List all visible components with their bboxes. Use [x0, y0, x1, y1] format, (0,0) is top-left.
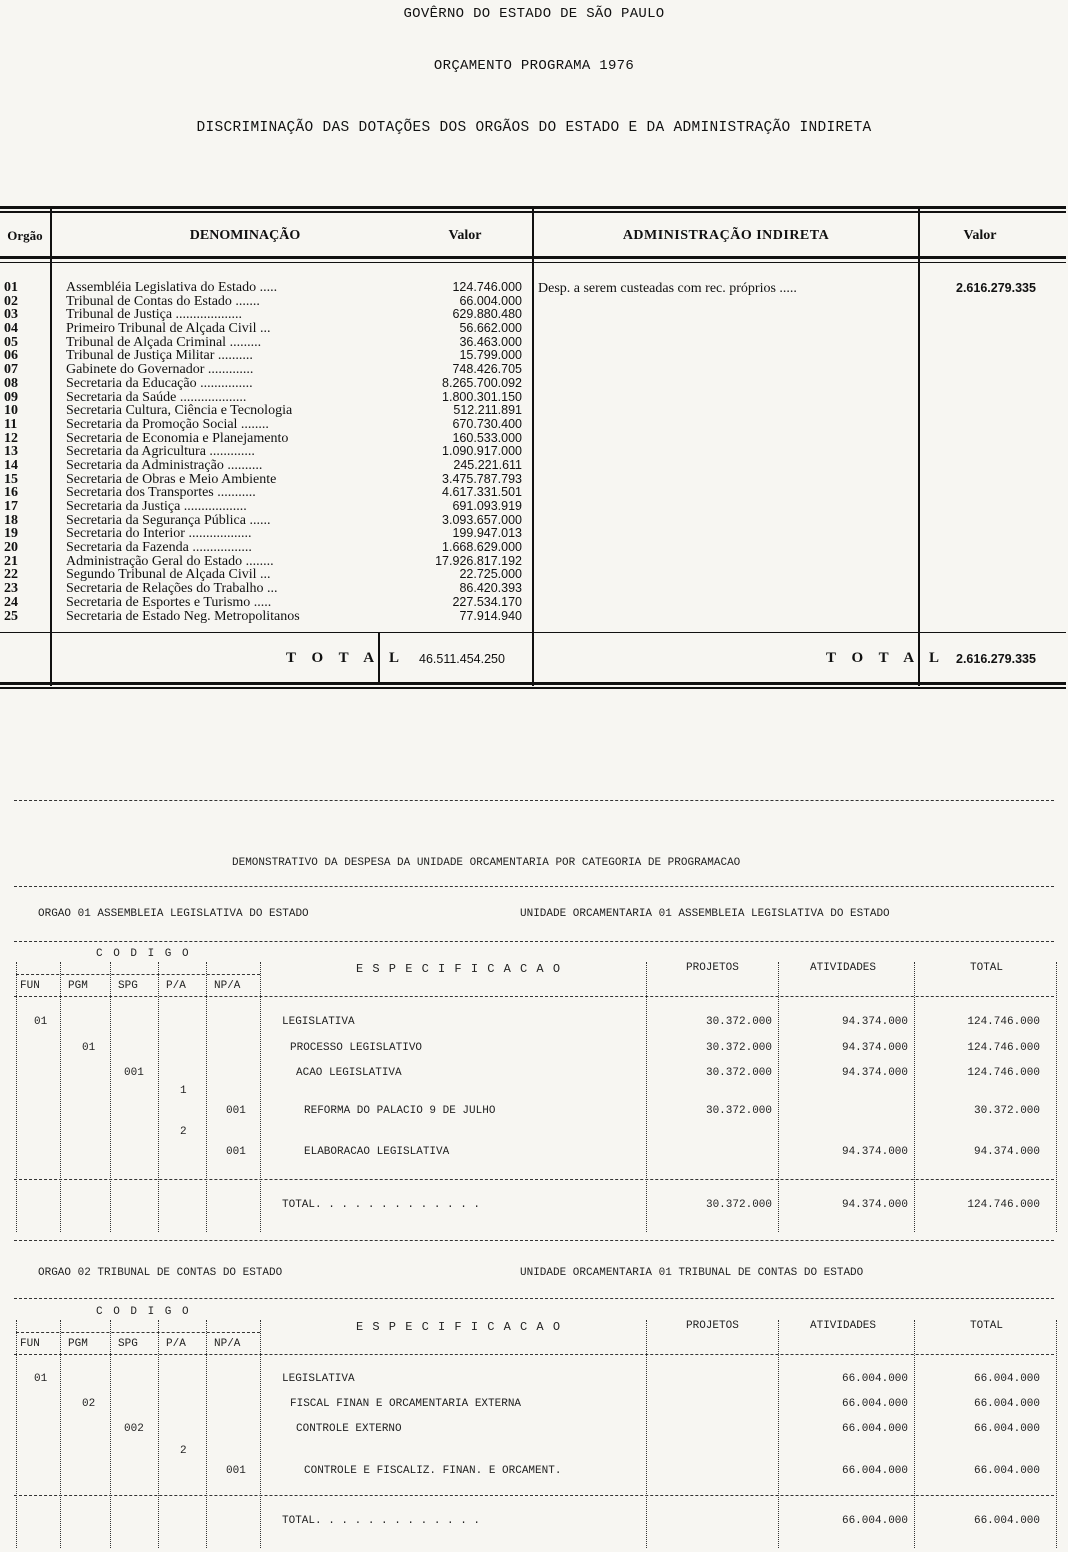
- orgao-name: Secretaria da Educação ...............: [66, 375, 253, 391]
- dashed-rule: [14, 941, 1054, 942]
- atividades-value: 94.374.000: [841, 1042, 908, 1054]
- orgao-value: 36.463.000: [459, 334, 522, 349]
- orgao-code: 21: [4, 553, 18, 569]
- total-value-indireta: 2.616.279.335: [956, 652, 1036, 666]
- orgao-code: 24: [4, 594, 18, 610]
- especificacao-item: PROCESSO LEGISLATIVO: [290, 1042, 423, 1054]
- column-separator: [914, 962, 915, 1232]
- header-orgao: Orgão: [7, 228, 43, 243]
- orgao-name: Tribunal de Justiça Militar ..........: [66, 348, 253, 364]
- header-valor-indireta: Valor: [963, 228, 997, 243]
- total-projetos: 30.372.000: [705, 1199, 772, 1211]
- header-denominacao: DENOMINAÇÃO: [189, 228, 301, 243]
- orgao-code: 15: [4, 471, 18, 487]
- pa-header: P/A: [166, 980, 186, 992]
- orgao-name: Tribunal de Alçada Criminal .........: [66, 334, 262, 350]
- orgao-name: Secretaria da Fazenda .................: [66, 540, 252, 556]
- orgao-value: 691.093.919: [452, 499, 522, 513]
- dashed-rule: [14, 1354, 1054, 1355]
- dashed-rule: [14, 996, 1054, 997]
- orgao-name: Secretaria da Saúde ...................: [66, 389, 247, 405]
- section2-orgao: ORGAO 02 TRIBUNAL DE CONTAS DO ESTADO: [38, 1267, 283, 1279]
- projetos-header: PROJETOS: [686, 1320, 739, 1332]
- orgao-value: 3.093.657.000: [442, 512, 522, 527]
- total-value: 94.374.000: [973, 1146, 1040, 1158]
- column-separator: [110, 1320, 111, 1548]
- orgao-name: Administração Geral do Estado ........: [66, 553, 274, 569]
- orgao-name: Secretaria de Economia e Planejamento: [66, 430, 289, 446]
- orgao-code: 17: [4, 499, 18, 514]
- dashed-rule: [14, 1179, 1054, 1180]
- npa-code: 001: [226, 1465, 246, 1477]
- dashed-rule: [14, 1495, 1054, 1496]
- column-separator: [260, 1320, 261, 1548]
- orgao-value: 22.725.000: [459, 567, 522, 582]
- projetos-value: 30.372.000: [705, 1016, 772, 1028]
- column-separator: [16, 1320, 17, 1548]
- orgao-value: 8.265.700.092: [442, 375, 522, 390]
- orgao-name: Secretaria da Segurança Pública ......: [66, 512, 271, 528]
- orgao-value: 1.668.629.000: [442, 540, 522, 555]
- fun-code: 01: [34, 1373, 48, 1385]
- especificacao-header: E S P E C I F I C A C A O: [356, 1320, 562, 1334]
- orgao-value: 3.475.787.793: [442, 471, 522, 486]
- orgao-code: 05: [4, 334, 18, 350]
- total-label: T O T A L: [286, 650, 406, 666]
- npa-code: 001: [226, 1146, 246, 1158]
- column-separator: [914, 1320, 915, 1548]
- projetos-value: 30.372.000: [705, 1067, 772, 1079]
- orgao-code: 10: [4, 403, 18, 419]
- column-separator: [206, 1320, 207, 1548]
- orgao-value: 227.534.170: [452, 594, 522, 609]
- orgao-value: 245.221.611: [453, 457, 522, 472]
- total-atividades: 66.004.000: [841, 1515, 908, 1527]
- especificacao-header: E S P E C I F I C A C A O: [356, 962, 562, 976]
- column-separator: [1056, 1320, 1057, 1548]
- total-value: 66.004.000: [973, 1423, 1040, 1435]
- printout-title: DEMONSTRATIVO DA DESPESA DA UNIDADE ORCAMENTARIA POR CATEGORIA DE PROGRAMACAO: [232, 857, 741, 869]
- orgao-value: 124.746.000: [452, 280, 522, 294]
- orgao-value: 56.662.000: [459, 321, 522, 336]
- orgao-value: 160.533.000: [452, 430, 522, 445]
- orgao-code: 19: [4, 526, 18, 542]
- orgao-name: Tribunal de Contas do Estado .......: [66, 293, 260, 309]
- atividades-value: 66.004.000: [841, 1398, 908, 1410]
- orgao-name: Gabinete do Governador .............: [66, 362, 254, 378]
- projetos-header: PROJETOS: [686, 962, 739, 974]
- total-value: 124.746.000: [967, 1016, 1040, 1028]
- pa-code: 2: [180, 1126, 187, 1138]
- total-value: 66.004.000: [973, 1373, 1040, 1385]
- column-separator: [206, 962, 207, 1232]
- orgao-value: 66.004.000: [459, 293, 522, 308]
- pgm-header: PGM: [68, 1338, 88, 1350]
- fun-header: FUN: [20, 1338, 40, 1350]
- column-separator: [646, 1320, 647, 1548]
- especificacao-item: ELABORACAO LEGISLATIVA: [304, 1146, 450, 1158]
- orgao-name: Secretaria Cultura, Ciência e Tecnologia: [66, 403, 293, 419]
- column-separator: [778, 962, 779, 1232]
- especificacao-item: CONTROLE EXTERNO: [296, 1423, 402, 1435]
- atividades-value: 66.004.000: [841, 1423, 908, 1435]
- spg-code: 002: [124, 1423, 144, 1435]
- orgao-code: 01: [4, 280, 18, 295]
- orgao-code: 03: [4, 307, 18, 323]
- npa-header: NP/A: [214, 980, 241, 992]
- projetos-value: 30.372.000: [705, 1042, 772, 1054]
- spg-code: 001: [124, 1067, 144, 1079]
- total-value: 46.511.454.250: [419, 652, 505, 666]
- atividades-value: 66.004.000: [841, 1465, 908, 1477]
- atividades-header: ATIVIDADES: [810, 1320, 877, 1332]
- section1-unidade: UNIDADE ORCAMENTARIA 01 ASSEMBLEIA LEGISLATIVA DO ESTADO: [520, 908, 890, 920]
- orgao-code: 18: [4, 512, 18, 528]
- orgao-name: Secretaria de Esportes e Turismo .....: [66, 594, 272, 610]
- orgao-code: 12: [4, 430, 18, 446]
- pa-code: 2: [180, 1445, 187, 1457]
- total-header: TOTAL: [970, 962, 1004, 974]
- dashed-rule: [14, 800, 1054, 801]
- orgao-code: 22: [4, 567, 18, 583]
- total-atividades: 94.374.000: [841, 1199, 908, 1211]
- orgao-code: 06: [4, 348, 18, 364]
- orgao-value: 1.800.301.150: [442, 389, 522, 404]
- orgao-code: 13: [4, 444, 18, 460]
- orgao-value: 629.880.480: [452, 307, 522, 322]
- total-row-label: TOTAL. . . . . . . . . . . . .: [282, 1515, 481, 1527]
- orgao-name: Secretaria de Relações do Trabalho ...: [66, 581, 278, 597]
- header-adm-indireta: ADMINISTRAÇÃO INDIRETA: [622, 228, 830, 243]
- orgao-code: 20: [4, 540, 18, 556]
- especificacao-item: LEGISLATIVA: [282, 1373, 355, 1385]
- orgao-value: 748.426.705: [452, 362, 522, 377]
- codigo-header: C O D I G O: [96, 1306, 191, 1318]
- column-separator: [158, 1320, 159, 1548]
- orgao-name: Tribunal de Justiça ...................: [66, 307, 243, 323]
- orgao-value: 86.420.393: [459, 581, 522, 596]
- orgao-code: 23: [4, 581, 18, 597]
- orgao-value: 4.617.331.501: [442, 485, 522, 500]
- orgao-name: Secretaria da Promoção Social ........: [66, 416, 269, 432]
- orgao-code: 08: [4, 375, 18, 391]
- pa-header: P/A: [166, 1338, 186, 1350]
- section2-unidade: UNIDADE ORCAMENTARIA 01 TRIBUNAL DE CONTAS DO ESTADO: [520, 1267, 864, 1279]
- fun-code: 01: [34, 1016, 48, 1028]
- column-separator: [16, 962, 17, 1232]
- atividades-value: 94.374.000: [841, 1146, 908, 1158]
- total-header: TOTAL: [970, 1320, 1004, 1332]
- orgao-code: 16: [4, 485, 18, 501]
- orgao-code: 07: [4, 362, 18, 378]
- orgao-name: Assembléia Legislativa do Estado .....: [66, 280, 278, 295]
- column-separator: [260, 962, 261, 1232]
- indireta-value: 2.616.279.335: [956, 281, 1036, 295]
- indireta-description: Desp. a serem custeadas com rec. próprios .....: [538, 281, 797, 296]
- projetos-value: 30.372.000: [705, 1105, 772, 1117]
- orgao-name: Primeiro Tribunal de Alçada Civil ...: [66, 321, 271, 337]
- dashed-rule: [14, 1298, 1054, 1299]
- column-separator: [646, 962, 647, 1232]
- orgao-value: 199.947.013: [452, 526, 522, 541]
- orgao-name: Secretaria da Justiça ..................: [66, 499, 247, 514]
- dashed-rule: [14, 886, 1054, 887]
- pgm-code: 02: [82, 1398, 96, 1410]
- atividades-value: 94.374.000: [841, 1067, 908, 1079]
- total-value: 30.372.000: [973, 1105, 1040, 1117]
- especificacao-item: LEGISLATIVA: [282, 1016, 355, 1028]
- column-separator: [110, 962, 111, 1232]
- column-separator: [158, 962, 159, 1232]
- especificacao-item: ACAO LEGISLATIVA: [296, 1067, 402, 1079]
- dashed-rule: [14, 1240, 1054, 1241]
- fun-header: FUN: [20, 980, 40, 992]
- header-valor: Valor: [448, 228, 482, 243]
- orgao-value: 15.799.000: [459, 348, 522, 363]
- spg-header: SPG: [118, 980, 138, 992]
- column-separator: [1056, 962, 1057, 1232]
- orgao-code: 09: [4, 389, 18, 405]
- atividades-value: 66.004.000: [841, 1373, 908, 1385]
- document-heading: DISCRIMINAÇÃO DAS DOTAÇÕES DOS ORGÃOS DO ESTADO E DA ADMINISTRAÇÃO INDIRETA: [196, 120, 872, 136]
- atividades-header: ATIVIDADES: [810, 962, 877, 974]
- orgao-code: 11: [4, 416, 18, 432]
- section1-orgao: ORGAO 01 ASSEMBLEIA LEGISLATIVA DO ESTADO: [38, 908, 309, 920]
- spg-header: SPG: [118, 1338, 138, 1350]
- total-total: 66.004.000: [973, 1515, 1040, 1527]
- pa-code: 1: [180, 1085, 187, 1097]
- column-separator: [60, 962, 61, 1232]
- orgao-value: 512.211.891: [453, 403, 522, 418]
- orgao-code: 14: [4, 457, 18, 473]
- orgao-code: 02: [4, 293, 18, 309]
- total-value: 66.004.000: [973, 1465, 1040, 1477]
- orgao-name: Secretaria do Interior ..................: [66, 526, 252, 542]
- orgao-name: Secretaria de Obras e Meio Ambiente: [66, 471, 277, 487]
- document-title: GOVÊRNO DO ESTADO DE SÃO PAULO: [403, 6, 665, 22]
- total-value: 66.004.000: [973, 1398, 1040, 1410]
- orgao-name: Secretaria de Estado Neg. Metropolitanos: [66, 608, 300, 624]
- atividades-value: 94.374.000: [841, 1016, 908, 1028]
- column-separator: [778, 1320, 779, 1548]
- orgao-name: Secretaria dos Transportes ...........: [66, 485, 256, 501]
- npa-code: 001: [226, 1105, 246, 1117]
- pgm-code: 01: [82, 1042, 96, 1054]
- npa-header: NP/A: [214, 1338, 241, 1350]
- pgm-header: PGM: [68, 980, 88, 992]
- orgao-code: 04: [4, 321, 18, 337]
- orgao-value: 17.926.817.192: [435, 553, 522, 568]
- orgao-value: 1.090.917.000: [442, 444, 522, 459]
- total-row-label: TOTAL. . . . . . . . . . . . .: [282, 1199, 481, 1211]
- orgao-name: Secretaria da Agricultura .............: [66, 444, 255, 460]
- codigo-header: C O D I G O: [96, 948, 191, 960]
- especificacao-item: CONTROLE E FISCALIZ. FINAN. E ORCAMENT.: [304, 1465, 562, 1477]
- dashed-rule: [16, 1332, 260, 1333]
- total-value: 124.746.000: [967, 1042, 1040, 1054]
- orgao-value: 670.730.400: [452, 416, 522, 431]
- orgao-code: 25: [4, 608, 18, 624]
- orgao-name: Secretaria da Administração ..........: [66, 457, 263, 473]
- dashed-rule: [16, 974, 260, 975]
- column-separator: [60, 1320, 61, 1548]
- orgao-value: 77.914.940: [459, 608, 522, 623]
- especificacao-item: FISCAL FINAN E ORCAMENTARIA EXTERNA: [290, 1398, 522, 1410]
- total-label-indireta: T O T A L: [826, 650, 946, 666]
- orgao-name: Segundo Tribunal de Alçada Civil ...: [66, 567, 271, 583]
- document-subtitle: ORÇAMENTO PROGRAMA 1976: [433, 58, 635, 74]
- total-value: 124.746.000: [967, 1067, 1040, 1079]
- especificacao-item: REFORMA DO PALACIO 9 DE JULHO: [304, 1105, 496, 1117]
- total-total: 124.746.000: [967, 1199, 1040, 1211]
